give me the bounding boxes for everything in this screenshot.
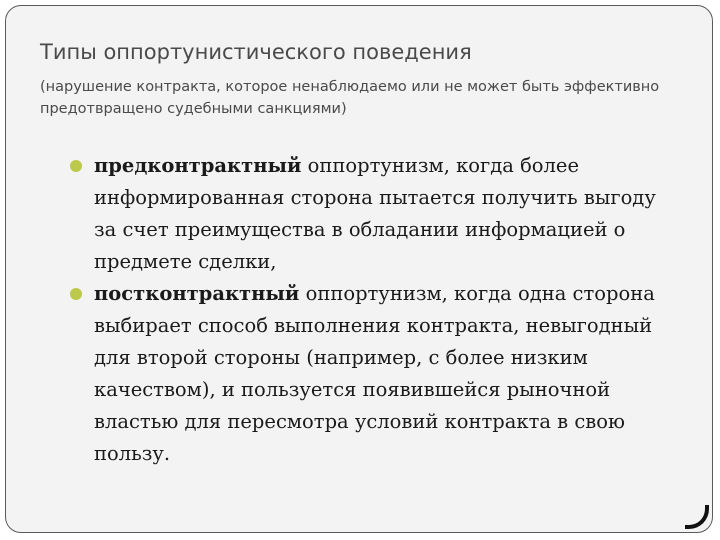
bullet-text: оппортунизм, когда одна сторона выбирает способ выполнения контракта, невыгодный для второй стороны (например, с более низким качеством), и пользуется появившейся рыночной властью для пересмотра условий контракта в свою пользу.: [94, 282, 655, 465]
bullet-text: оппортунизм, когда более информированная сторона пытается получить выгоду за счет преимущества в обладании информацией о предмете сделки,: [94, 154, 656, 273]
corner-shadow-decoration: [685, 505, 709, 529]
slide-title: Типы оппортунистического поведения: [40, 40, 472, 64]
bullet-term: постконтрактный: [94, 282, 300, 305]
bullet-term: предконтрактный: [94, 154, 302, 177]
bullet-dot-icon: [70, 160, 82, 172]
bullet-item-postcontract: [70, 278, 682, 470]
bullet-list: [70, 150, 682, 470]
bullet-dot-icon: [70, 288, 82, 300]
slide-subtitle: (нарушение контракта, которое ненаблюдаемо или не может быть эффективно предотвращено судебными санкциями): [40, 79, 660, 117]
bullet-item-precontract: [70, 150, 682, 278]
